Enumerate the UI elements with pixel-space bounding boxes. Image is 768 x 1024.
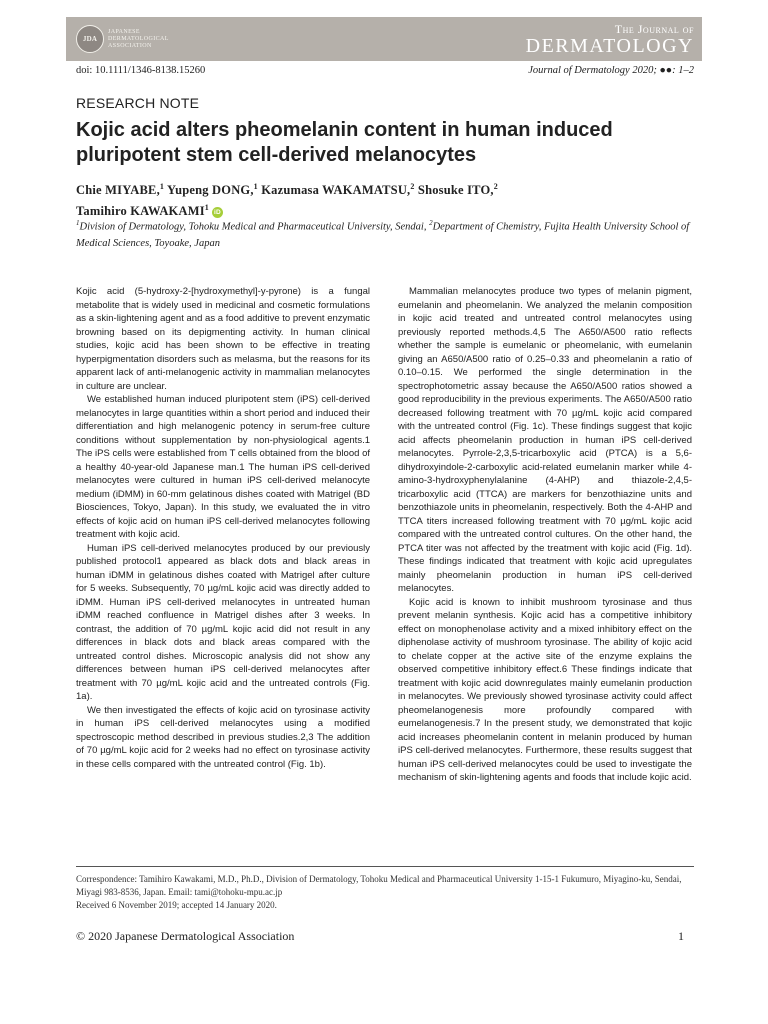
author-name: Chie MIYABE, [76,183,160,198]
paragraph: Mammalian melanocytes produce two types of melanin pigment, eumelanin and pheomelanin. We analyzed the melanin composition in kojic acid treated and untreated control melanocytes using previously reported methods.4,5 The A650/A500 ratio reflects whether the sample is eumelanic or pheomelanic, with eumelanin giving an A650/A500 ratio of 0.25–0.33 and pheomelanin a ratio of 0.10–0.15. We performed the single determination in the spectrophotometric assay because the A650/A500 ratios showed a good reproducibility in the previous experiments. The A650/A500 ratio decreased following treatment with 70 µg/mL kojic acid compared with the untreated control (Fig. 1c). These findings suggest that kojic acid affects pheomelanin production in human iPS cell-derived melanocytes. Pyrrole-2,3,5-tricarboxylic acid (PTCA) is a 5,6-dihydroxyindole-2-carboxylic acid-related eumelanin marker while 4-amino-3-hydroxyphenylalanine (4-AHP) and thiazole-2,4,5-tricarboxylic acid (TTCA) are markers for benzothiazine units and benzothiazole units in pheomelanin, respectively. Both the 4-AHP and TTCA titers increased following treatment with 70 µg/mL kojic acid compared with the untreated control cultures. On the other hand, the PTCA titer was not affected by the treatment with kojic acid (Fig. 1d). These findings indicated that treatment with kojic acid upregulates mainly pheomelanin production in human iPS cell-derived melanocytes. [398,286,692,594]
article-title: Kojic acid alters pheomelanin content in human induced pluripotent stem cell-derived melanocytes [76,119,613,166]
paragraph: Human iPS cell-derived melanocytes produced by our previously published protocol1 appeared as black dots and black areas in human iDMM in gelatinous dishes coated with Matrigel after culture for 5 weeks. Subsequently, 70 µg/mL kojic acid was directly added to iDMM. Human iPS cell-derived melanocytes in untreated human iDMM reached confluence in Matrigel dishes after 3 weeks. In contrast, the addition of 70 µg/mL kojic acid did not result in any differences in black dots and black areas compared with the untreated control dishes. Microscopic analysis did not show any differences between human iPS cell-derived melanocytes after treatment with 70 µg/mL kojic acid and the untreated controls (Fig. 1a). [76,542,370,702]
correspondence-footnote [76,873,696,912]
correspondence-text: Correspondence: Tamihiro Kawakami, M.D., Ph.D., Division of Dermatology, Tohoku Medical and Pharmaceutical University 1-15-1 Fukumuro, Miyagino-ku, Sendai, Miyagi 983-8536, Japan. Email: tami@tohoku-mpu.ac.jp [76,874,682,897]
journal-name-small: The Journal of [614,22,694,36]
author-name: Kazumasa WAKAMATSU, [261,183,411,198]
body-column-left [76,285,370,771]
orcid-icon[interactable]: iD [212,207,223,218]
author-affiliation-sup: 2 [410,182,415,191]
affiliation-2: Department of Chemistry, Fujita Health University School of Medical Sciences, Toyoake, Japan [76,221,690,249]
body-column-right [398,285,692,785]
author-name: Shosuke ITO, [417,183,494,198]
author-name: Yupeng DONG, [166,183,254,198]
journal-name: DERMATOLOGY [525,35,694,57]
affiliations: $^1$Division of Dermatology, Tohoku Medical and Pharmaceutical University, Sendai, $^2$Department of Chemistry, Fujita Health University School of Medical Sciences, Toyoake, Japan [76,219,690,249]
page-number: 1 [678,929,684,943]
author-name: Tamihiro KAWAKAMI [76,204,205,219]
copyright-notice: © 2020 Japanese Dermatological Association [76,929,295,943]
doi-link[interactable]: doi: 10.1111/1346-8138.15260 [76,65,206,76]
jda-logo-text: JAPANESE DERMATOLOGICAL ASSOCIATION [108,28,169,49]
author-affiliation-sup: 1 [204,203,209,213]
jda-logo [76,25,169,53]
journal-header-band [66,17,702,61]
author-list [76,178,676,220]
received-dates: Received 6 November 2019; accepted 14 January 2020. [76,900,277,910]
author-affiliation-sup: 1 [253,182,258,191]
paragraph: Kojic acid is known to inhibit mushroom tyrosinase and thus prevent melanin synthesis. Kojic acid has a competitive inhibitory effect on monophenolase activity and a mixed inhibitory effect on the diphenolase activity of mushroom tyrosinase. The ability of kojic acid to chelate copper at the active site of the enzyme explains the observed competitive inhibitory effect.6 These findings indicate that treatment with kojic acid downregulates mainly eumelanin production in melanocytes. We previously showed tyrosinase activity could affect pheomelanogenesis more profoundly compared with eumelanogenesis.7 In the present study, we demonstrated that kojic acid increases pheomelanin content in melanin produced by human iPS cell-derived melanocytes. Furthermore, these results suggest that human iPS cell-derived melanocytes could be used to investigate the mechanism of skin-lightening agents and foods that include kojic acid. [398,596,692,783]
affiliation-1: Division of Dermatology, Tohoku Medical and Pharmaceutical University, Sendai, [79,221,427,233]
paragraph: We then investigated the effects of kojic acid on tyrosinase activity in human iPS cell-derived melanocytes using a modified spectroscopic method described in previous studies.2,3 The addition of 70 µg/mL kojic acid for 2 weeks had no effect on tyrosinase activity in these cells compared with the untreated control (Fig. 1b). [76,704,370,770]
jda-seal-icon: JDA [76,25,104,53]
paragraph: Kojic acid (5-hydroxy-2-[hydroxymethyl]-y-pyrone) is a fungal metabolite that is widely used in medicinal and cosmetic formulations as a skin-lightening agent and as a food additive to prevent enzymatic browning based on its depigmenting activity. In human clinical studies, kojic acid has been shown to be effective in treating hyperpigmentation disorders such as melasma, but the reasons for its apparent lack of anti-melanogenic activity in mammalian melanocytes in culture are unclear. [76,286,370,392]
paragraph: We established human induced pluripotent stem (iPS) cell-derived melanocytes in large quantities within a short period and induced their differentiation and high melanogenic potency in serum-free culture conditions without supplementation by non-physiological agents.1 The iPS cells were established from T cells obtained from the blood of a healthy 40-year-old Japanese man.1 The human iPS cell-derived melanocytes were cultured in human iPS cell-derived melanocyte medium (iDMM) in 60-mm gelatinous dishes coated with Matrigel (BD Biosciences, Tokyo, Japan). In this study, we evaluated the in vitro effects of kojic acid on human iPS cell-derived melanocytes following treatment with kojic acid. [76,394,370,540]
footnote-divider [76,866,694,867]
journal-citation: Journal of Dermatology 2020; ●●: 1–2 [528,65,694,76]
author-affiliation-sup: 1 [159,182,165,191]
author-affiliation-sup: 2 [493,182,498,191]
article-type: RESEARCH NOTE [76,95,200,111]
